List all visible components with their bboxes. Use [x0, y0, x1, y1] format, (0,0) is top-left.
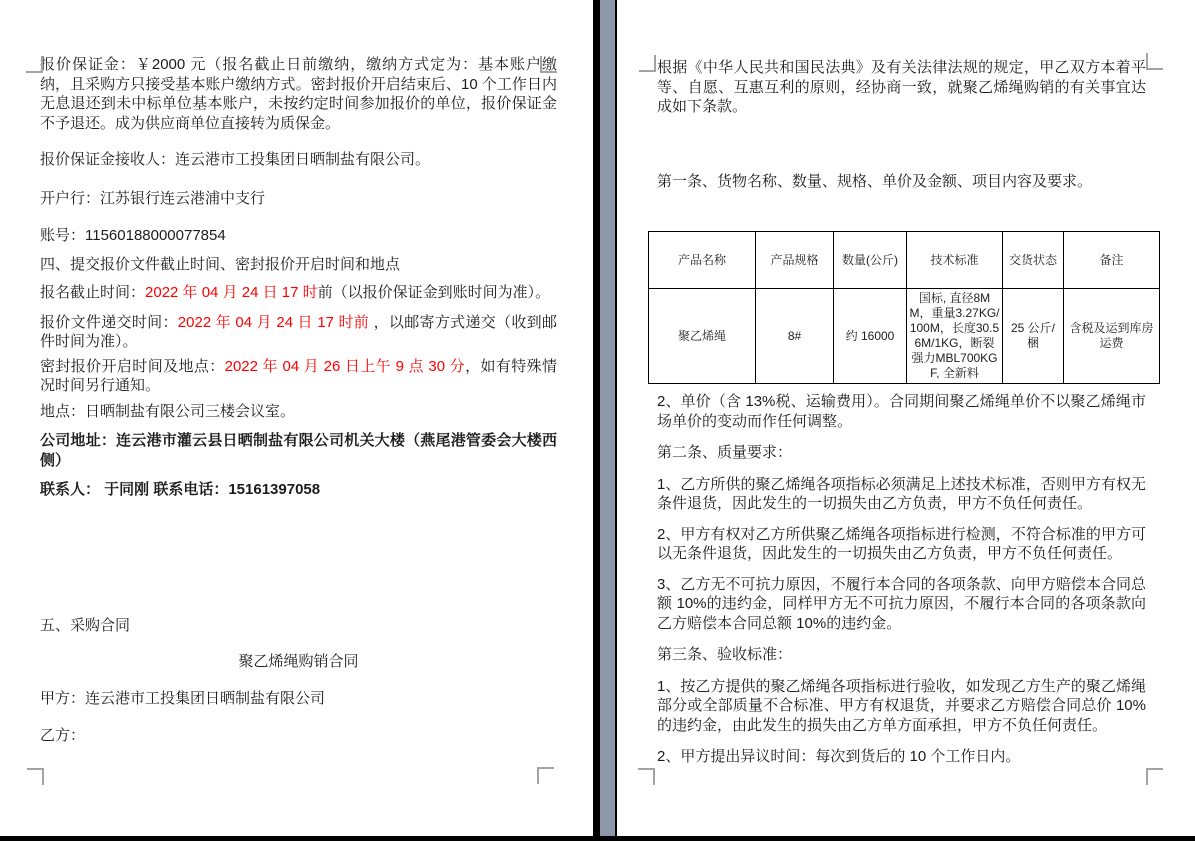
contract-title: 聚乙烯绳购销合同 — [238, 653, 359, 670]
quality-2-paragraph: 2、甲方有权对乙方所供聚乙烯绳各项指标进行检测，不符合标准的甲方可以无条件退货，因此发生的一切损失由乙方负责，甲方不负任何责任。 — [657, 525, 1146, 562]
submission-date: 2022 年 04 月 24 日 17 时前 — [177, 313, 370, 331]
heading-four: 四、提交报价文件截止时间、密封报价开启时间和地点 — [40, 255, 401, 273]
submission-label: 报价文件递交时间： — [40, 313, 178, 331]
clause-three-heading: 第三条、验收标准： — [657, 646, 793, 663]
bond-receiver-paragraph: 报价保证金接收人：连云港市工投集团日晒制盐有限公司。 — [40, 151, 431, 168]
submission-paragraph — [40, 313, 557, 352]
page-divider-shadow — [593, 0, 600, 836]
account-paragraph: 账号：11560188000077854 — [40, 227, 226, 244]
cell-remarks: 含税及运到库房运费 — [1064, 289, 1160, 384]
cell-product-spec: 8# — [756, 289, 834, 384]
cell-delivery-state: 25 公斤/梱 — [1003, 289, 1064, 384]
clause-two-heading: 第二条、质量要求： — [657, 444, 793, 461]
deadline-paragraph — [40, 283, 557, 303]
header-product-name: 产品名称 — [649, 232, 756, 289]
header-tech-standard: 技术标准 — [907, 232, 1003, 289]
crop-mark-right-page-bottom-left — [638, 768, 655, 785]
submission-suffix: ，以邮寄方式递交（收到邮件时间为准）。 — [40, 313, 557, 350]
bid-bond-paragraph: 报价保证金：￥2000 元（报名截止日前缴纳，缴纳方式定为：基本账户缴纳，且采购方只接受基本账户缴纳方式。密封报价开启结束后、10 个工作日内无息退还到未中标单位基本账户，未按约定时间参加报价的单位，报价保证金不予退还。成为供应商单位直接转为质保金。 — [40, 56, 557, 132]
party-b-paragraph: 乙方： — [40, 727, 86, 744]
contact-paragraph: 联系人： 于同刚 联系电话：15161397058 — [40, 481, 321, 498]
page-right — [617, 0, 1195, 836]
price-note-paragraph: 2、单价（含 13%税、运输费用）。合同期间聚乙烯绳单价不以聚乙烯绳市场单价的变动而作任何调整。 — [657, 393, 1146, 430]
quality-3-paragraph: 3、乙方无不可抗力原因，不履行本合同的各项条款、向甲方赔偿本合同总额 10%的违约金，同样甲方无不可抗力原因，不履行本合同的各项条款向乙方赔偿本合同总额 10%的违约金。 — [657, 575, 1146, 632]
bank-paragraph: 开户行：江苏银行连云港浦中支行 — [40, 189, 266, 207]
crop-mark-left-page-top-left — [26, 56, 43, 73]
cell-tech-standard: 国标, 直径8MM，重量3.27KG/100M，长度30.56M/1KG，断裂强力MBL700KGF, 全新料 — [907, 289, 1003, 384]
opening-suffix: ，如有特殊情况时间另行通知。 — [40, 357, 557, 394]
cell-quantity: 约 16000 — [834, 289, 907, 384]
clause-one-heading: 第一条、货物名称、数量、规格、单价及金额、项目内容及要求。 — [657, 172, 1093, 190]
acceptance-1-paragraph: 1、按乙方提供的聚乙烯绳各项指标进行验收，如发现乙方生产的聚乙烯绳部分或全部质量不合标准、甲方有权退货，并要求乙方赔偿合同总价 10%的违约金，由此发生的损失由乙方单方面承担，甲方不负任何责任。 — [657, 677, 1146, 734]
crop-mark-right-page-bottom-right — [1146, 768, 1163, 785]
opening-label: 密封报价开启时间及地点： — [40, 357, 225, 375]
party-a-paragraph: 甲方：连云港市工投集团日晒制盐有限公司 — [40, 689, 326, 707]
goods-table-header-row — [649, 232, 1160, 289]
crop-mark-left-page-top-right — [540, 56, 557, 73]
opening-date: 2022 年 04 月 26 日上午 9 点 30 分 — [224, 357, 466, 375]
header-delivery-state: 交货状态 — [1003, 232, 1064, 289]
page-divider-gap — [600, 0, 615, 836]
opening-paragraph — [40, 357, 557, 396]
deadline-label: 报名截止时间： — [40, 284, 146, 301]
page-right-text-area — [657, 58, 1154, 767]
crop-mark-left-page-bottom-left — [27, 768, 44, 785]
venue-paragraph: 地点：日晒制盐有限公司三楼会议室。 — [40, 402, 296, 420]
crop-mark-right-page-top-right — [1146, 53, 1163, 70]
deadline-date: 2022 年 04 月 24 日 17 时 — [145, 284, 318, 301]
page-left-text-area — [40, 55, 557, 746]
header-remarks: 备注 — [1064, 232, 1160, 289]
page-divider-edge — [615, 0, 617, 836]
page-bottom-edge — [0, 836, 1195, 841]
acceptance-2-paragraph: 2、甲方提出异议时间：每次到货后的 10 个工作日内。 — [657, 748, 1021, 765]
header-quantity: 数量(公斤) — [834, 232, 907, 289]
page-left — [0, 0, 593, 836]
heading-five: 五、采购合同 — [40, 616, 131, 634]
cell-product-name: 聚乙烯绳 — [649, 289, 756, 384]
company-address-paragraph: 公司地址：连云港市灌云县日晒制盐有限公司机关大楼（燕尾港管委会大楼西侧） — [40, 432, 557, 469]
crop-mark-right-page-top-left — [639, 55, 656, 72]
quality-1-paragraph: 1、乙方所供的聚乙烯绳各项指标必须满足上述技术标准，否则甲方有权无条件退货，因此发生的一切损失由乙方负责，甲方不负任何责任。 — [657, 475, 1146, 512]
goods-table — [648, 231, 1160, 384]
crop-mark-left-page-bottom-right — [537, 767, 554, 784]
intro-paragraph: 根据《中华人民共和国民法典》及有关法律法规的规定，甲乙双方本着平等、自愿、互惠互利的原则，经协商一致，就聚乙烯绳购销的有关事宜达成如下条款。 — [657, 59, 1146, 115]
deadline-suffix: 前（以报价保证金到账时间为准）。 — [317, 284, 551, 301]
goods-table-data-row — [649, 289, 1160, 384]
header-product-spec: 产品规格 — [756, 232, 834, 289]
